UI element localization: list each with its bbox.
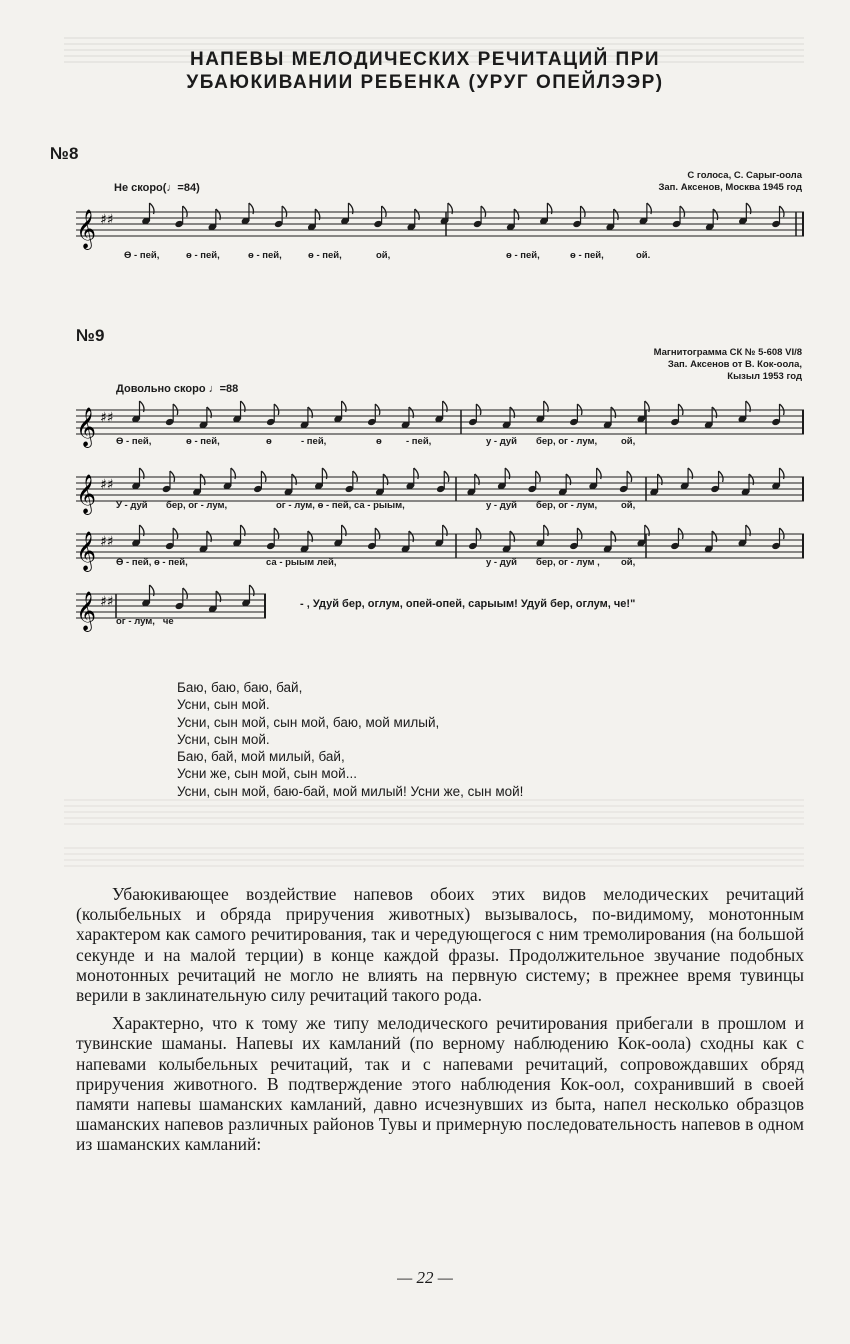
- key-signature-icon: ♯♯: [100, 594, 114, 610]
- song-9-lyric-line-2: ой,: [621, 500, 636, 511]
- page-number: — 22 —: [397, 1268, 453, 1287]
- paragraph-2: Характерно, что к тому же типу мелодического речитирования прибегали в прошлом и тувинские шаманы. Напевы их камланий (по верному наблюдению Кок-оола) сходны как с напевами колыбельных речитаций, так и с напевами речитаций, сопровождавших обряд приручения животного. В подтверждение этого наблюдения Кок-оол, сохранивший в своей памяти напевы шаманских камланий, давно исчезнувших из быта, напел несколько образцов шаманских напевов различных районов Тувы и примерную последовательность напевов в одном из шаманских камланий:: [76, 1013, 804, 1155]
- treble-clef-icon: 𝄞: [76, 407, 97, 447]
- song-9-number: №9: [76, 326, 105, 345]
- title-line-2: УБАЮКИВАНИИ РЕБЕНКА (УРУГ ОПЕЙЛЭЭР): [186, 72, 664, 93]
- song-9-lyric-line-4: ог - лум, че: [116, 616, 174, 627]
- treble-clef-icon: 𝄞: [76, 209, 97, 249]
- treble-clef-icon: 𝄞: [76, 591, 97, 631]
- treble-clef-icon: 𝄞: [76, 474, 97, 514]
- song-9-lyric-line-1: ө - пей,: [186, 436, 220, 447]
- key-signature-icon: ♯♯: [100, 534, 114, 550]
- song-9-source-line-2: Зап. Аксенов от В. Кок-оола,: [667, 359, 802, 370]
- song-9-source: [654, 347, 802, 383]
- song-9-lyric-line-2: У - дуй: [116, 500, 148, 511]
- verse-line: Усни, сын мой.: [177, 697, 270, 713]
- song-9-lyric-line-2: бер, ог - лум,: [166, 500, 228, 511]
- song-8-source: [658, 170, 802, 194]
- song-9-source-line-1: Магнитограмма СК № 5-608 VI/8: [653, 347, 802, 358]
- key-signature-icon: ♯♯: [100, 477, 114, 493]
- paragraph-1: Убаюкивающее воздействие напевов обоих этих видов мелодических речитаций (колыбельных и обряда приручения животных) вызывалось, по-видимому, монотонным характером как самого речитирования, так и чередующегося с ним тремолирования (на большой секунде и на малой терции) в конце каждой фразы. Продолжительное звучание подобных монотонных речитаций не могло не влиять на первную систему; в прежнее время тувинцы верили в заклинательную силу речитаций такого рода.: [76, 884, 804, 1006]
- key-signature-icon: ♯♯: [100, 212, 114, 228]
- verse-line: Баю, баю, баю, бай,: [177, 680, 303, 695]
- page-title: [120, 48, 730, 94]
- song-9-lyric-line-3: ой,: [621, 557, 636, 568]
- song-8-lyric: ө - пей,: [248, 250, 282, 261]
- song-9-lyric-line-1: бер, ог - лум,: [536, 436, 598, 447]
- treble-clef-icon: 𝄞: [76, 531, 97, 571]
- song-8-lyric: ой.: [636, 250, 651, 261]
- verse-line: Усни, сын мой, сын мой, баю, мой милый,: [177, 714, 440, 730]
- song-8-lyric: ө - пей,: [506, 250, 540, 261]
- song-8-lyric: ө - пей,: [308, 250, 342, 261]
- bleed-through-staff: [64, 780, 804, 870]
- body-text: [76, 884, 804, 1155]
- song-9-source-line-3: Кызыл 1953 год: [727, 371, 802, 382]
- title-line-1: НАПЕВЫ МЕЛОДИЧЕСКИХ РЕЧИТАЦИЙ ПРИ: [189, 49, 661, 70]
- song-8-source-line-2: Зап. Аксенов, Москва 1945 год: [658, 182, 802, 193]
- verse-line: Усни же, сын мой, сын мой...: [177, 766, 357, 782]
- song-9-lyric-line-3: бер, ог - лум ,: [536, 557, 600, 568]
- song-9-lyric-line-3: Ө - пей, ө - пей,: [116, 557, 188, 568]
- song-9-lyric-line-1: ой,: [621, 436, 636, 447]
- song-9-lyric-line-3: у - дуй: [486, 557, 517, 568]
- song-8-tempo: Не скоро(♩=84): [114, 182, 200, 194]
- song-9-lyric-line-2: ог - лум, ө - пей, са - рыым,: [276, 500, 405, 511]
- key-signature-icon: ♯♯: [100, 410, 114, 426]
- verse-line: Усни, сын мой.: [177, 731, 270, 747]
- song-9-lyric-tail: - , Удуй бер, оглум, опей-опей, сарыым! Удуй бер, оглум, че!": [300, 598, 636, 610]
- song-8-lyric: ой,: [376, 250, 391, 261]
- song-9-lyric-line-3: са - рыым лей,: [266, 557, 337, 568]
- song-9-lyric-line-2: бер, ог - лум,: [536, 500, 598, 511]
- song-8-source-line-1: С голоса, С. Сарыг-оола: [687, 170, 802, 181]
- song-8-number: №8: [50, 144, 79, 163]
- song-9-lyric-line-1: ө: [376, 436, 382, 447]
- song-9-lyric-line-1: - пей,: [406, 436, 432, 447]
- song-9-lyric-line-2: у - дуй: [486, 500, 517, 511]
- song-9-lyric-line-1: ө: [266, 436, 272, 447]
- song-8-lyric: ө - пей,: [186, 250, 220, 261]
- song-8-lyric: Ө - пей,: [124, 250, 160, 261]
- song-8-lyric: ө - пей,: [570, 250, 604, 261]
- verse-line: Усни, сын мой, баю-бай, мой милый! Усни же, сын мой!: [177, 783, 524, 799]
- song-9-lyric-line-1: - пей,: [301, 436, 327, 447]
- song-9-tempo: Довольно скоро ♩=88: [116, 383, 239, 395]
- song-9-lyric-line-1: у - дуй: [486, 436, 517, 447]
- song-8-staff: [76, 200, 804, 250]
- song-9-lyric-line-1: Ө - пей,: [116, 436, 152, 447]
- verse-line: Баю, бай, мой милый, бай,: [177, 749, 345, 765]
